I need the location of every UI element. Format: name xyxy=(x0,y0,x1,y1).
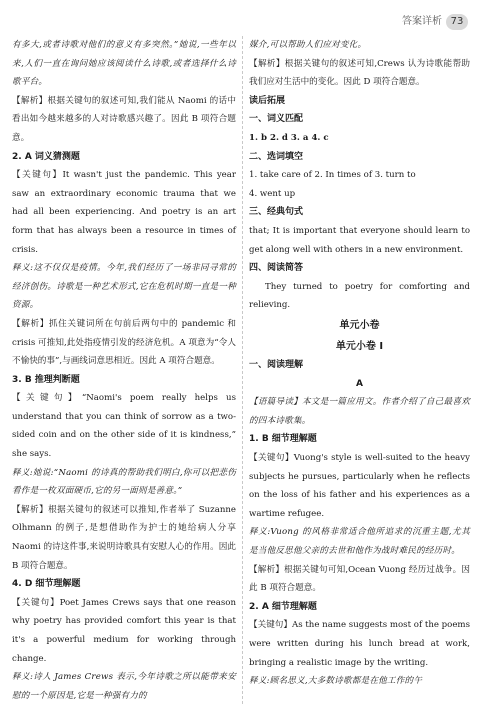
section-heading: 一、阅读理解 xyxy=(249,360,304,371)
paragraph: They turned to poetry for comforting and relieving. xyxy=(249,281,470,311)
paragraph: 【关键句】Poet James Crews says that one reason why poetry has provided comfort this year is that it's a powerful medium for working through change. xyxy=(12,597,236,664)
page-header xyxy=(0,14,480,30)
paragraph: 【解析】根据关键句的叙述可知,我们能从 Naomi 的话中看出如今越来越多的人对诗歌感兴趣了。因此 B 项符合题意。 xyxy=(12,95,236,143)
left-column xyxy=(12,36,236,705)
column-divider xyxy=(242,36,243,704)
paragraph: 释义:Vuong 的风格非常适合他所追求的沉重主题,尤其是当他反思他父亲的去世和他作为战时难民的经历时。 xyxy=(249,527,470,557)
answer-line: 1. take care of 2. In times of 3. turn to xyxy=(249,170,416,181)
section-heading: 读后拓展 xyxy=(249,95,286,106)
paragraph: 【解析】根据关键句的叙述可知,Crews 认为诗歌能帮助我们应对生活中的变化。因此 D 项符合题意。 xyxy=(249,58,470,88)
question-heading: 4. D 细节理解题 xyxy=(12,579,81,590)
header-label: 答案详析 xyxy=(402,16,442,27)
right-column xyxy=(249,36,470,691)
paragraph: 【关键句】As the name suggests most of the poems were written during his lunch bread at work, bringing a realistic image by the writing. xyxy=(249,620,470,668)
page-number-badge: 73 xyxy=(446,14,468,30)
answer-line: 1. b 2. d 3. a 4. c xyxy=(249,132,329,143)
unit-subtitle: 单元小卷 I xyxy=(335,340,384,352)
passage-label: A xyxy=(356,378,363,389)
paragraph: 释义:她说:“Naomi 的诗真的帮助我们明白,你可以把悲伤看作是一枚双面硬币,它的另一面则是善意。” xyxy=(12,467,236,497)
section-heading: 一、词义匹配 xyxy=(249,114,304,125)
paragraph: 释义:诗人 James Crews 表示,今年诗歌之所以能带来安慰的一个原因是,它是一种强有力的 xyxy=(12,672,236,701)
paragraph: 媒介,可以帮助人们应对变化。 xyxy=(249,40,367,50)
paragraph: 有多大,或者诗歌对他们的意义有多突然。”她说,一些年以来,人们一直在询问她应该阅读什么诗歌,或者选择什么诗歌平台。 xyxy=(12,40,236,88)
paragraph: 【语篇导读】本文是一篇应用文。作者介绍了自己最喜欢的四本诗歌集。 xyxy=(249,397,470,426)
section-heading: 三、经典句式 xyxy=(249,207,304,218)
answer-line: 4. went up xyxy=(249,188,296,199)
paragraph: 【关键句】“Naomi's poem really helps us understand that you can think of sorrow as a two-sided coin and on the other side of it is kindness,” she says. xyxy=(12,393,236,460)
paragraph: 【解析】根据关键句可知,Ocean Vuong 经历过战争。因此 B 项符合题意。 xyxy=(249,564,470,594)
section-heading: 四、阅读简答 xyxy=(249,263,304,274)
question-heading: 1. B 细节理解题 xyxy=(249,434,317,445)
paragraph: 【解析】根据关键句的叙述可以推知,作者举了 Suzanne Olhmann 的例子,是想借助作为护士的她给病人分享 Naomi 的诗这件事,来说明诗歌具有安慰人心的作用。因此 B 项符合题意。 xyxy=(12,504,236,571)
paragraph: 【解析】抓住关键词所在句前后两句中的 pandemic 和 crisis 可推知,此处指疫情引发的经济危机。A 项意为“令人不愉快的事”,与画线词意思相近。因此 A 项符合题意。 xyxy=(12,318,236,367)
unit-title: 单元小卷 xyxy=(339,319,380,331)
paragraph: that; It is important that everyone should learn to get along well with others in a new environment. xyxy=(249,225,470,255)
paragraph: 释义:顾名思义,大多数诗歌都是在他工作的午 xyxy=(249,676,423,687)
question-heading: 2. A 细节理解题 xyxy=(249,601,317,612)
paragraph: 释义:这不仅仅是疫情。今年,我们经历了一场非同寻常的经济创伤。诗歌是一种艺术形式,它在危机时期一直是一种资源。 xyxy=(12,263,236,311)
section-heading: 二、选词填空 xyxy=(249,151,304,162)
paragraph: 【关键句】Vuong's style is well-suited to the heavy subjects he pursues, particularly when he reflects on the loss of his father and his experiences as a wartime refugee. xyxy=(249,453,470,519)
paragraph: 【关键句】It wasn't just the pandemic. This year saw an extraordinary economic trauma that we had all been experiencing. And poetry is an art form that has always been a resource in times of crisis. xyxy=(12,170,236,255)
question-heading: 2. A 词义猜测题 xyxy=(12,151,80,162)
question-heading: 3. B 推理判断题 xyxy=(12,374,80,385)
